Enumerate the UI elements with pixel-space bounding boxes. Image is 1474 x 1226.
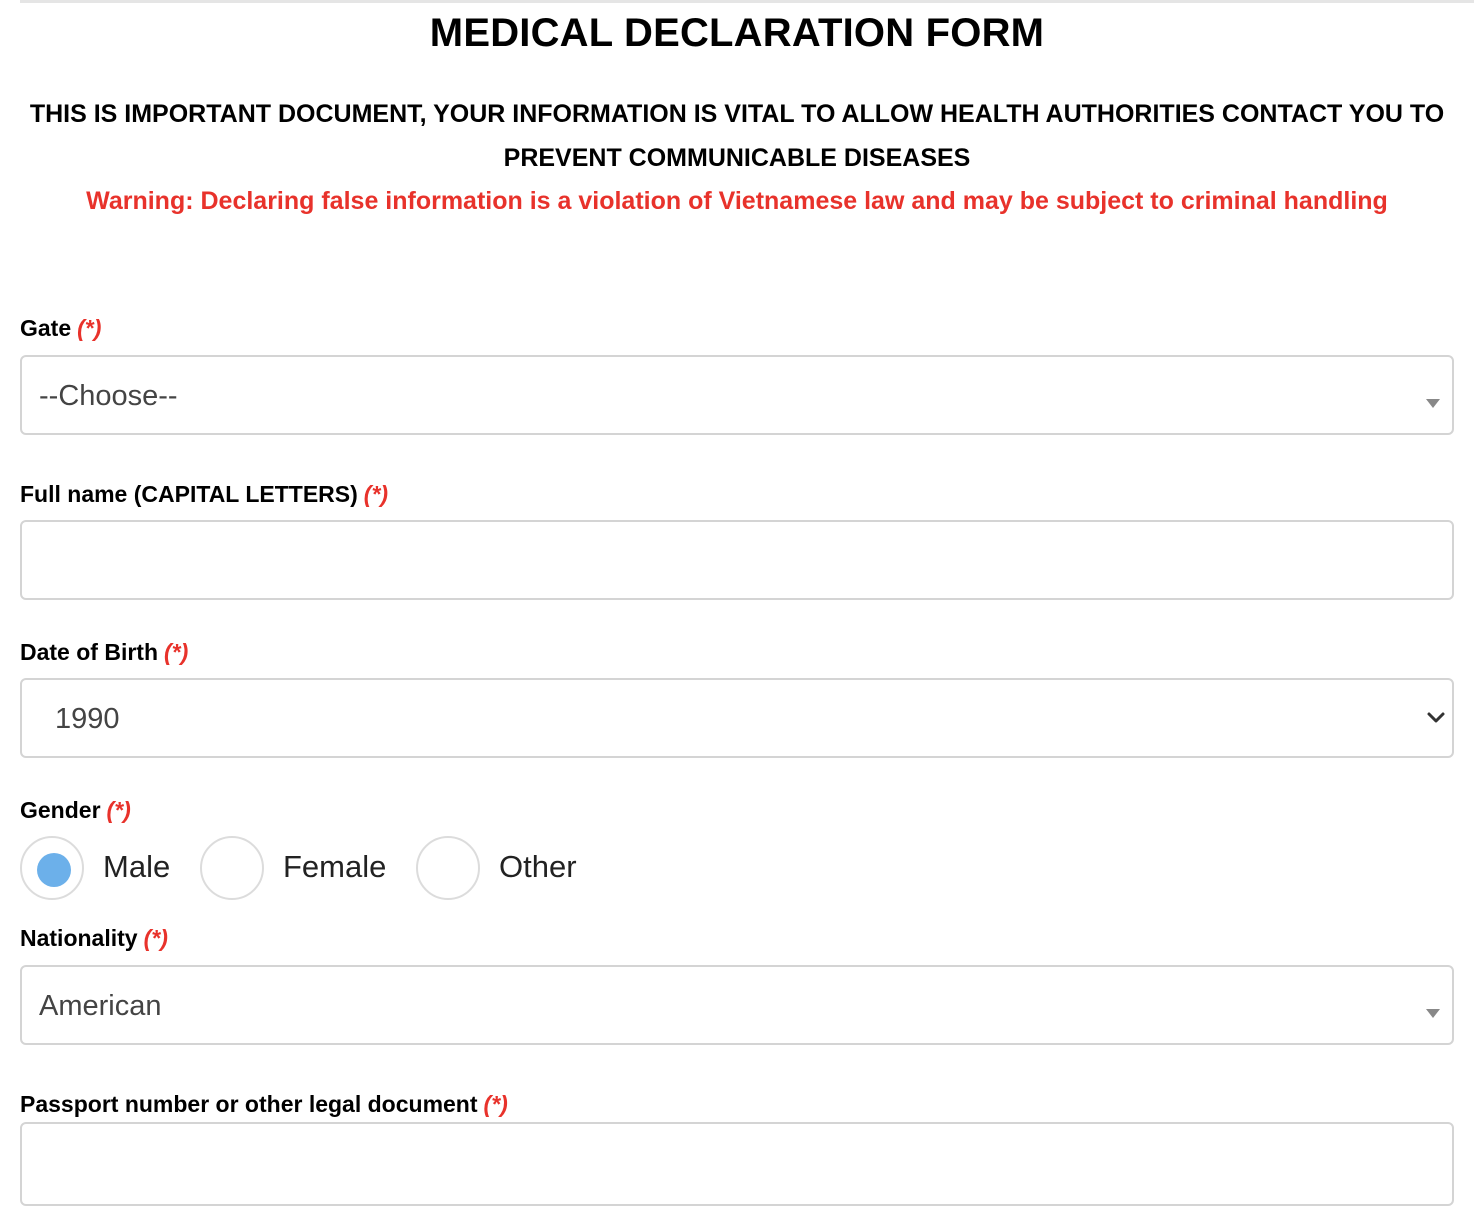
radio-selected-dot <box>37 853 71 887</box>
gender-label <box>20 795 131 825</box>
required-marker: (*) <box>143 925 168 951</box>
dropdown-arrow-icon <box>1426 1009 1440 1018</box>
date-of-birth-select[interactable] <box>20 678 1454 758</box>
passport-input[interactable] <box>20 1122 1454 1206</box>
full-name-label-text: Full name (CAPITAL LETTERS) <box>20 481 358 507</box>
nationality-label-text: Nationality <box>20 925 138 951</box>
passport-label <box>20 1089 508 1119</box>
radio-button[interactable] <box>20 836 84 900</box>
nationality-select-value: American <box>39 990 162 1022</box>
date-of-birth-label-text: Date of Birth <box>20 639 158 665</box>
required-marker: (*) <box>106 797 131 823</box>
gender-option-label: Other <box>499 849 577 884</box>
full-name-input[interactable] <box>20 520 1454 600</box>
full-name-label <box>20 479 388 509</box>
gate-select[interactable] <box>20 355 1454 435</box>
required-marker: (*) <box>164 639 189 665</box>
nationality-select[interactable] <box>20 965 1454 1045</box>
date-of-birth-label <box>20 637 188 667</box>
gate-select-value: --Choose-- <box>39 380 178 412</box>
nationality-label <box>20 923 168 953</box>
passport-label-text: Passport number or other legal document <box>20 1091 478 1117</box>
page-title: MEDICAL DECLARATION FORM <box>429 11 1045 55</box>
required-marker: (*) <box>483 1091 508 1117</box>
date-of-birth-select-value: 1990 <box>55 703 120 735</box>
important-notice: THIS IS IMPORTANT DOCUMENT, YOUR INFORMATION IS VITAL TO ALLOW HEALTH AUTHORITIES CONTACT YOU TO PREVENT COMMUNICABLE DISEASES <box>29 100 1445 172</box>
radio-button[interactable] <box>200 836 264 900</box>
chevron-down-icon <box>1426 711 1446 725</box>
required-marker: (*) <box>363 481 389 507</box>
gender-label-text: Gender <box>20 797 101 823</box>
top-divider <box>20 0 1474 3</box>
gate-label-text: Gate <box>20 315 72 341</box>
gate-label <box>20 313 101 343</box>
warning-notice: Warning: Declaring false information is a violation of Vietnamese law and may be subject to criminal handling <box>86 187 1388 215</box>
gender-radio-group <box>20 836 720 900</box>
radio-button[interactable] <box>416 836 480 900</box>
gender-option-label: Male <box>103 849 171 884</box>
gender-option-label: Female <box>283 849 387 884</box>
dropdown-arrow-icon <box>1426 399 1440 408</box>
required-marker: (*) <box>77 315 102 341</box>
